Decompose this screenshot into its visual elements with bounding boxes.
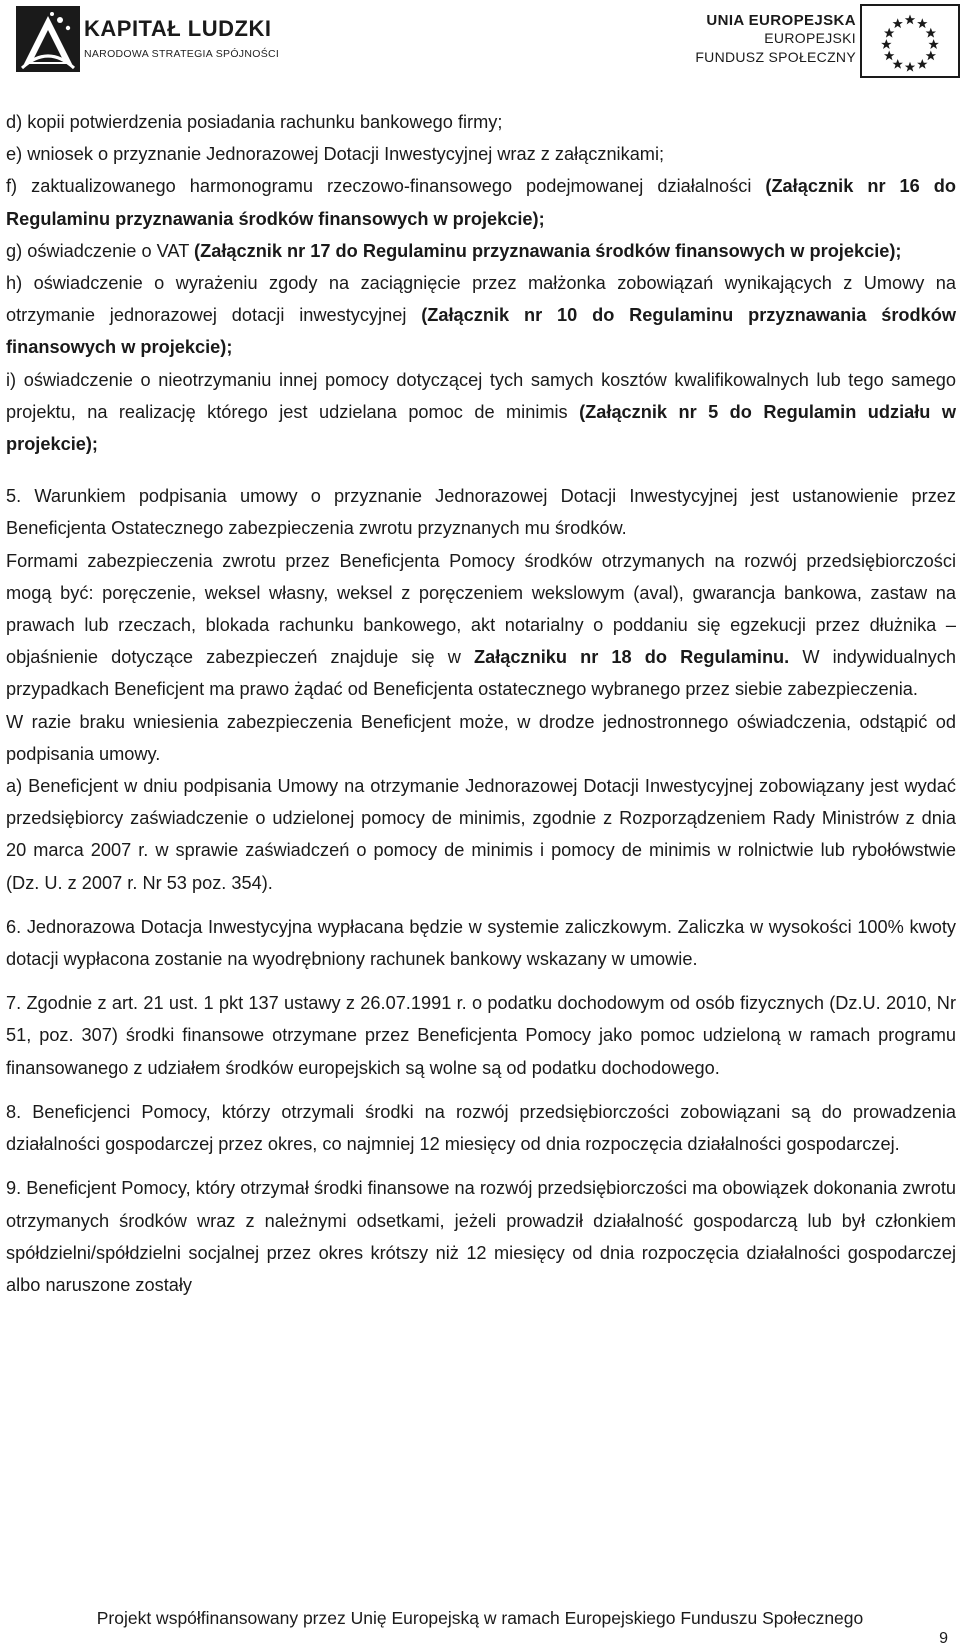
kapital-ludzki-subtitle: NARODOWA STRATEGIA SPÓJNOŚCI xyxy=(84,48,280,60)
list-item-f xyxy=(6,170,956,234)
eu-logo-line2: EUROPEJSKI xyxy=(764,30,856,46)
list-item-h xyxy=(6,267,956,364)
section-8: 8. Beneficjenci Pomocy, którzy otrzymali środki na rozwój przedsiębiorczości zobowiązani są do prowadzenia działalności gospodarczej przez okres, co najmniej 12 miesięcy od dnia rozpoczęcia działalności gospodarczej. xyxy=(6,1101,956,1155)
section-5-p2-bold: Załączniku nr 18 do Regulaminu. xyxy=(473,647,790,668)
section-9: 9. Beneficjent Pomocy, który otrzymał środki finansowe na rozwój przedsiębiorczości ma obowiązek dokonania zwrotu otrzymanych środków wraz z należnymi odsetkami, jeżeli prowadził działalność gospodarczą lub był członkiem spółdzielni/spółdzielni socjalnej przez okres krótszy niż 12 miesięcy od dnia rozpoczęcia działalności gospodarczej albo naruszone zostały xyxy=(6,1178,956,1295)
page-header xyxy=(0,0,960,92)
eu-logo xyxy=(670,4,960,80)
list-item-g-text: g) oświadczenie o VAT xyxy=(6,240,195,261)
section-6: 6. Jednorazowa Dotacja Inwestycyjna wypłacana będzie w systemie zaliczkowym. Zaliczka w wysokości 100% kwoty dotacji wypłacona zostanie na wyodrębniony rachunek bankowy wskazany w umowie. xyxy=(6,916,956,970)
document-body xyxy=(6,106,956,1301)
section-5-paragraph-3: W razie braku wniesienia zabezpieczenia Beneficjent może, w drodze jednostronnego oświadczenia, odstąpić od podpisania umowy. xyxy=(6,711,956,764)
list-item-g xyxy=(6,235,956,267)
section-5-paragraph-1: 5. Warunkiem podpisania umowy o przyznanie Jednorazowej Dotacji Inwestycyjnej jest ustanowienie przez Beneficjenta Ostatecznego zabezpieczenia zwrotu przyznanych mu środków. xyxy=(6,486,956,539)
list-item-h-text: h) oświadczenie o wyrażeniu zgody na zaciągnięcie przez małżonka zobowiązań wynikających z Umowy na otrzymanie jednorazowej dotacji inwestycyjnej xyxy=(6,273,956,326)
eu-flag-icon xyxy=(860,4,960,78)
section-5-paragraph-4: a) Beneficjent w dniu podpisania Umowy na otrzymanie Jednorazowej Dotacji Inwestycyjnej zobowiązany jest wydać przedsiębiorcy zaświadczenie o udzielonej pomocy de minimis, zgodnie z Rozporządzeniem Rady Ministrów z dnia 20 marca 2007 r. w sprawie zaświadczeń o pomocy de minimis i pomocy de minimis w rolnictwie lub rybołówstwie (Dz. U. z 2007 r. Nr 53 poz. 354). xyxy=(6,776,956,893)
page-footer: Projekt współfinansowany przez Unię Europejską w ramach Europejskiego Funduszu Społecznego xyxy=(96,1608,864,1628)
section-5-p2-text-b: W indywidualnych przypadkach Beneficjent ma prawo żądać od Beneficjenta ostatecznego wybranego przez siebie zabezpieczenia. xyxy=(6,647,956,700)
list-item-g-bold: (Załącznik nr 17 do Regulaminu przyznawania środków finansowych w projekcie); xyxy=(194,240,902,261)
list-item-e: e) wniosek o przyznanie Jednorazowej Dotacji Inwestycyjnej wraz z załącznikami; xyxy=(6,144,665,165)
section-5-paragraph-2 xyxy=(6,545,956,706)
list-item-i-text: i) oświadczenie o nieotrzymaniu innej pomocy dotyczącej tych samych kosztów kwalifikowalnych lub tego samego projektu, na realizację którego jest udzielana pomoc de minimis xyxy=(6,369,956,422)
section-7: 7. Zgodnie z art. 21 ust. 1 pkt 137 ustawy z 26.07.1991 r. o podatku dochodowym od osób fizycznych (Dz.U. 2010, Nr 51, poz. 307) środki finansowe otrzymane przez Beneficjenta Pomocy jako pomoc udzieloną w ramach programu finansowanego z udziałem środków europejskich są wolne są od podatku dochodowego. xyxy=(6,993,956,1078)
kapital-ludzki-logo xyxy=(14,4,280,74)
page-number: 9 xyxy=(939,1630,948,1647)
list-item-h-bold: (Załącznik nr 10 do Regulaminu przyznawania środków finansowych w projekcie); xyxy=(6,305,956,358)
eu-logo-text xyxy=(695,12,856,67)
section-5-p2-text-a: Formami zabezpieczenia zwrotu przez Beneficjenta Pomocy środków otrzymanych na rozwój przedsiębiorczości mogą być: poręczenie, weksel własny, weksel z poręczeniem wekslowym (aval), gwarancja bankowa, zastaw na prawach lub rzeczach, blokada rachunku bankowego, akt notarialny o poddaniu się egzekucji przez dłużnika – objaśnienie dotyczące zabezpieczeń znajduje się w xyxy=(6,550,956,668)
list-item-f-bold: (Załącznik nr 16 do Regulaminu przyznawania środków finansowych w projekcie); xyxy=(6,176,956,229)
list-item-i-bold: (Załącznik nr 5 do Regulamin udziału w projekcie); xyxy=(6,401,956,455)
list-item-d: d) kopii potwierdzenia posiadania rachunku bankowego firmy; xyxy=(6,112,503,132)
list-item-i xyxy=(6,364,956,461)
kapital-ludzki-emblem-icon xyxy=(14,4,82,74)
list-item-f-text: f) zaktualizowanego harmonogramu rzeczowo-finansowego podejmowanej działalności xyxy=(6,176,752,197)
kapital-ludzki-title: KAPITAŁ LUDZKI xyxy=(84,16,272,41)
eu-logo-line1: UNIA EUROPEJSKA xyxy=(706,12,856,29)
eu-logo-line3: FUNDUSZ SPOŁECZNY xyxy=(695,49,856,65)
